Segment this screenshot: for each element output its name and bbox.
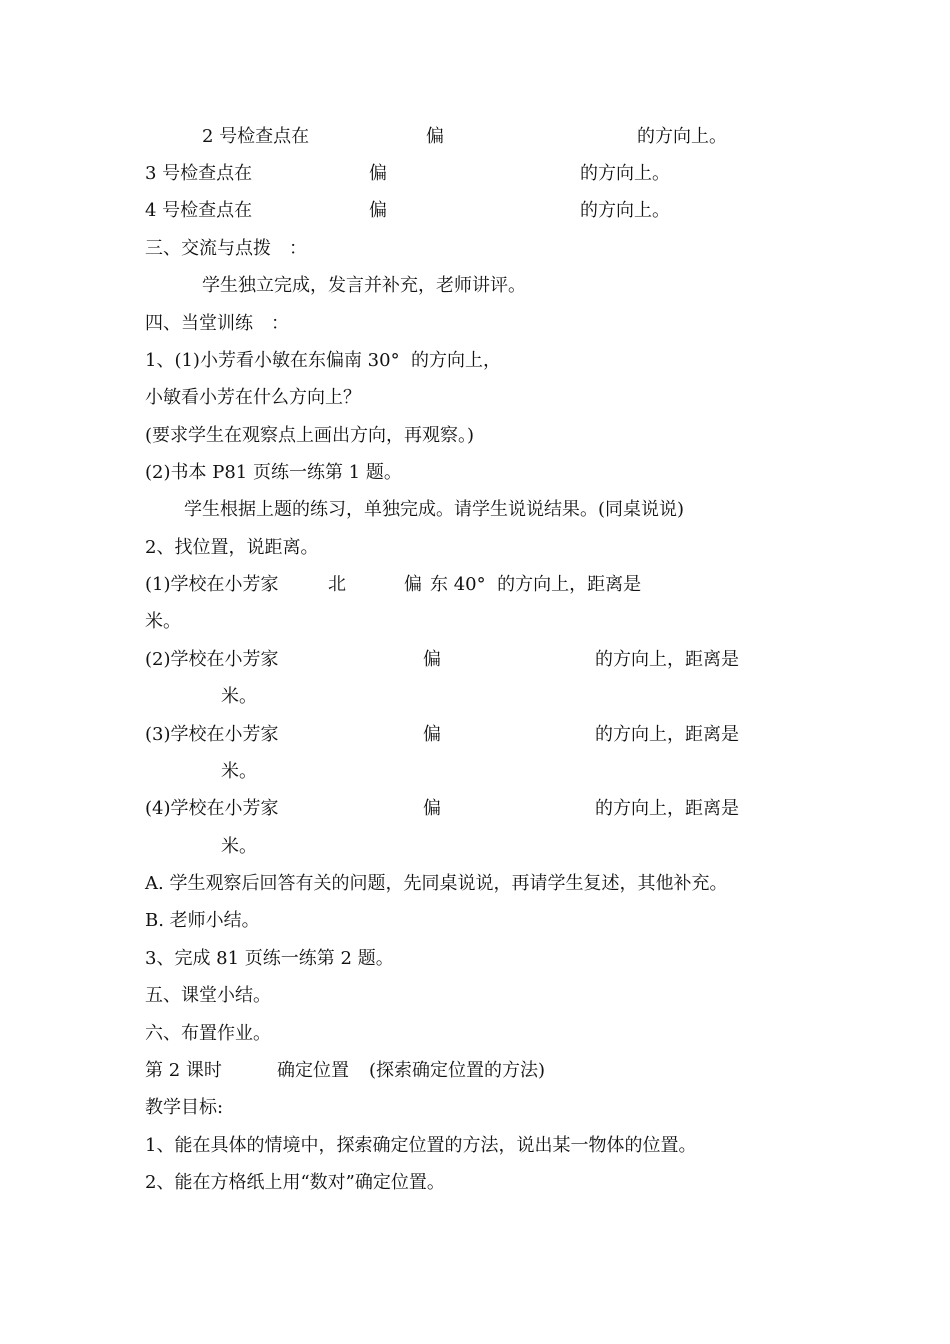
- text-segment: 的方向上，距离是: [595, 649, 739, 670]
- text-segment: 米。: [221, 761, 257, 782]
- section-heading: [0, 1020, 950, 1048]
- text-line: [0, 496, 950, 524]
- text-line: [0, 571, 950, 599]
- text-segment: 的方向上。: [637, 126, 727, 147]
- text-segment: 2、能在方格纸上用“数对”确定位置。: [145, 1172, 445, 1193]
- text-line: [0, 160, 950, 188]
- text-segment: 1、(1)小芳看小敏在东偏南 30° 的方向上，: [145, 350, 502, 371]
- text-line: [0, 721, 950, 749]
- text-line: [0, 123, 950, 151]
- text-segment: 偏: [369, 163, 387, 184]
- text-segment: 偏: [426, 126, 444, 147]
- text-line: [0, 197, 950, 225]
- text-line: [0, 422, 950, 450]
- text-segment: B. 老师小结。: [145, 910, 260, 931]
- text-line: [0, 272, 950, 300]
- text-segment: 2、找位置，说距离。: [145, 537, 319, 558]
- text-segment: (2)书本 P81 页练一练第 1 题。: [145, 462, 402, 483]
- text-line: [0, 1132, 950, 1160]
- text-segment: 四、当堂训练 ：: [145, 313, 289, 334]
- section-heading: [0, 235, 950, 263]
- text-segment: 3、完成 81 页练一练第 2 题。: [145, 948, 394, 969]
- text-segment: 2 号检查点在: [202, 126, 310, 147]
- text-segment: 北: [328, 574, 346, 595]
- text-segment: 学生根据上题的练习，单独完成。请学生说说结果。(同桌说说): [184, 499, 685, 520]
- text-segment: 3 号检查点在: [145, 163, 253, 184]
- text-line: [0, 459, 950, 487]
- lesson-heading: [0, 1057, 950, 1085]
- text-segment: 的方向上。: [580, 200, 670, 221]
- text-line: [0, 1094, 950, 1122]
- text-segment: A. 学生观察后回答有关的问题，先同桌说说，再请学生复述，其他补充。: [145, 873, 728, 894]
- text-line: [0, 608, 950, 636]
- text-segment: 三、交流与点拨 ：: [145, 238, 307, 259]
- text-segment: 偏: [369, 200, 387, 221]
- text-segment: 的方向上，距离是: [595, 724, 739, 745]
- text-segment: (要求学生在观察点上画出方向，再观察。): [145, 425, 475, 446]
- text-segment: 偏: [404, 574, 422, 595]
- text-line: [0, 833, 950, 861]
- text-segment: 五、课堂小结。: [145, 985, 271, 1006]
- text-segment: (3)学校在小芳家: [145, 724, 279, 745]
- text-segment: 偏: [423, 724, 441, 745]
- text-line: [0, 384, 950, 412]
- text-line: [0, 1169, 950, 1197]
- text-line: [0, 534, 950, 562]
- text-line: [0, 907, 950, 935]
- text-segment: 米。: [145, 611, 181, 632]
- text-segment: 偏: [423, 649, 441, 670]
- text-segment: 第 2 课时: [145, 1060, 222, 1081]
- text-segment: 学生独立完成，发言并补充，老师讲评。: [202, 275, 526, 296]
- text-segment: 偏: [423, 798, 441, 819]
- text-segment: 米。: [221, 686, 257, 707]
- text-line: [0, 347, 950, 375]
- section-heading: [0, 982, 950, 1010]
- text-segment: 的方向上。: [580, 163, 670, 184]
- text-line: [0, 758, 950, 786]
- text-line: [0, 795, 950, 823]
- text-line: [0, 683, 950, 711]
- text-segment: (4)学校在小芳家: [145, 798, 279, 819]
- text-line: [0, 870, 950, 898]
- text-segment: (1)学校在小芳家: [145, 574, 279, 595]
- text-segment: 米。: [221, 836, 257, 857]
- text-line: [0, 646, 950, 674]
- text-segment: 4 号检查点在: [145, 200, 253, 221]
- text-segment: 六、布置作业。: [145, 1023, 271, 1044]
- text-segment: 确定位置: [277, 1060, 349, 1081]
- text-segment: (2)学校在小芳家: [145, 649, 279, 670]
- section-heading: [0, 310, 950, 338]
- text-segment: 1、能在具体的情境中，探索确定位置的方法，说出某一物体的位置。: [145, 1135, 697, 1156]
- text-segment: 的方向上，距离是: [595, 798, 739, 819]
- text-segment: 教学目标:: [145, 1097, 224, 1118]
- text-segment: 东 40° 的方向上，距离是: [430, 574, 642, 595]
- text-segment: 小敏看小芳在什么方向上？: [145, 387, 361, 408]
- text-line: [0, 945, 950, 973]
- text-segment: (探索确定位置的方法): [369, 1060, 546, 1081]
